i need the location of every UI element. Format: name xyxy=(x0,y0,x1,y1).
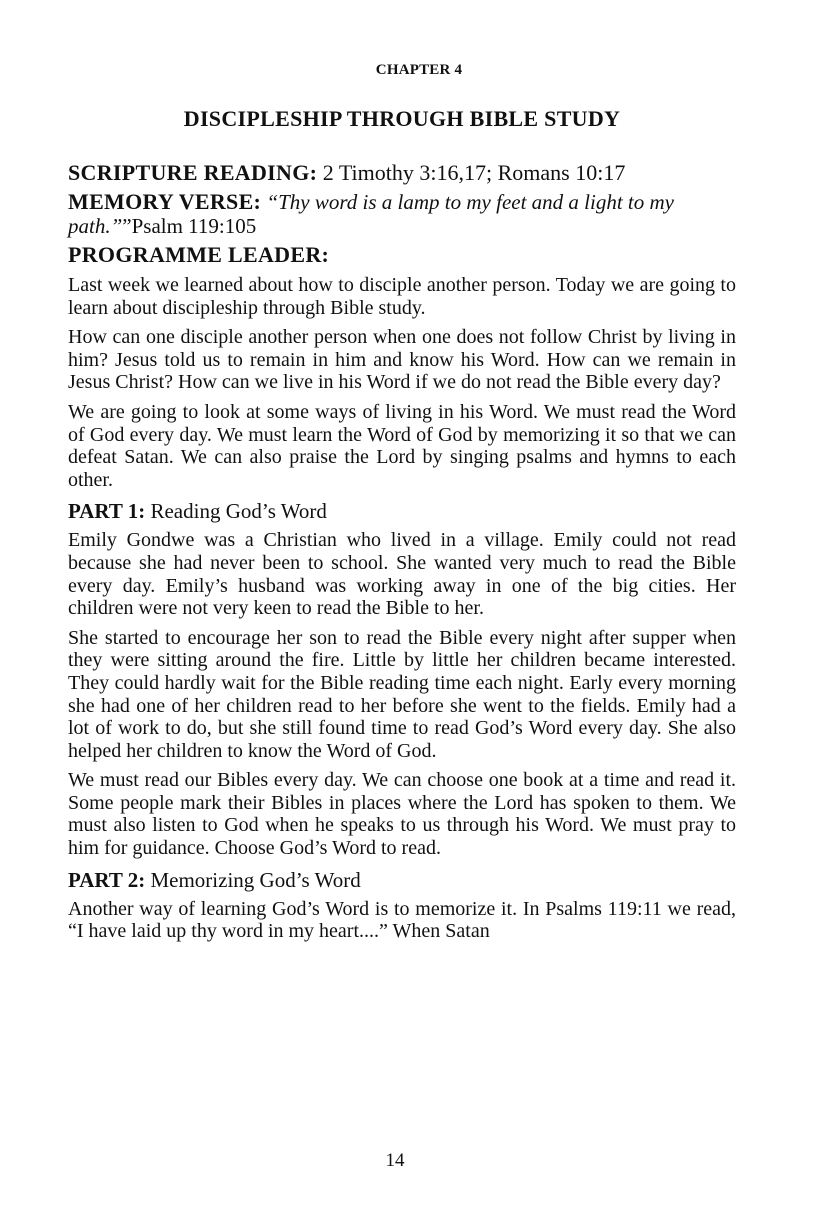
memory-verse-reference: ”Psalm 119:105 xyxy=(122,214,257,238)
memory-verse xyxy=(68,190,736,238)
page-body xyxy=(68,160,736,950)
part-1-label: PART 1: xyxy=(68,499,146,524)
scripture-reading xyxy=(68,160,736,186)
intro-paragraph-3: We are going to look at some ways of living in his Word. We must read the Word of God every day. We must learn the Word of God by memorizing it so that we can defeat Satan. We can also praise the Lord by singing psalms and hymns to each other. xyxy=(68,400,736,491)
scripture-reading-value: 2 Timothy 3:16,17; Romans 10:17 xyxy=(317,160,626,185)
intro-paragraph-1: Last week we learned about how to disciple another person. Today we are going to learn about discipleship through Bible study. xyxy=(68,274,736,319)
part-1-paragraph-3: We must read our Bibles every day. We can choose one book at a time and read it. Some people mark their Bibles in places where the Lord has spoken to them. We must also listen to God when he speaks to us through his Word. We must pray to him for guidance. Choose God’s Word to read. xyxy=(68,769,736,860)
part-2-title: Memorizing God’s Word xyxy=(145,867,361,892)
memory-verse-text: “Thy word is a lamp to my feet and a light to my path.” xyxy=(68,190,674,238)
part-2-label: PART 2: xyxy=(68,867,146,892)
part-1-paragraph-2: She started to encourage her son to read the Bible every night after supper when they were sitting around the fire. Little by little her children became interested. They could hardly wait for the Bible reading time each night. Early every morning she had one of her children read to her before she went to the fields. Emily had a lot of work to do, but she still found time to read God’s Word every day. She also helped her children to know the Word of God. xyxy=(68,626,736,762)
part-2-heading xyxy=(68,867,736,893)
chapter-label: CHAPTER 4 xyxy=(375,62,463,78)
chapter-title: DISCIPLESHIP THROUGH BIBLE STUDY xyxy=(183,106,621,131)
part-1-heading xyxy=(68,498,736,524)
part-2-paragraph-1: Another way of learning God’s Word is to memorize it. In Psalms 119:11 we read, “I have laid up thy word in my heart....” When Satan xyxy=(68,897,736,943)
page-number: 14 xyxy=(385,1150,405,1171)
programme-leader-label: PROGRAMME LEADER: xyxy=(68,242,330,267)
part-1-title: Reading God’s Word xyxy=(145,499,327,524)
scripture-reading-label: SCRIPTURE READING: xyxy=(68,160,318,185)
part-1-paragraph-1: Emily Gondwe was a Christian who lived in a village. Emily could not read because she had never been to school. She wanted very much to read the Bible every day. Emily’s husband was working away in one of the big cities. Her children were not very keen to read the Bible to her. xyxy=(68,529,736,620)
intro-paragraph-2: How can one disciple another person when one does not follow Christ by living in him? Jesus told us to remain in him and know his Word. How can we remain in Jesus Christ? How can we live in his Word if we do not read the Bible every day? xyxy=(68,326,736,394)
memory-verse-label: MEMORY VERSE: xyxy=(68,189,262,214)
